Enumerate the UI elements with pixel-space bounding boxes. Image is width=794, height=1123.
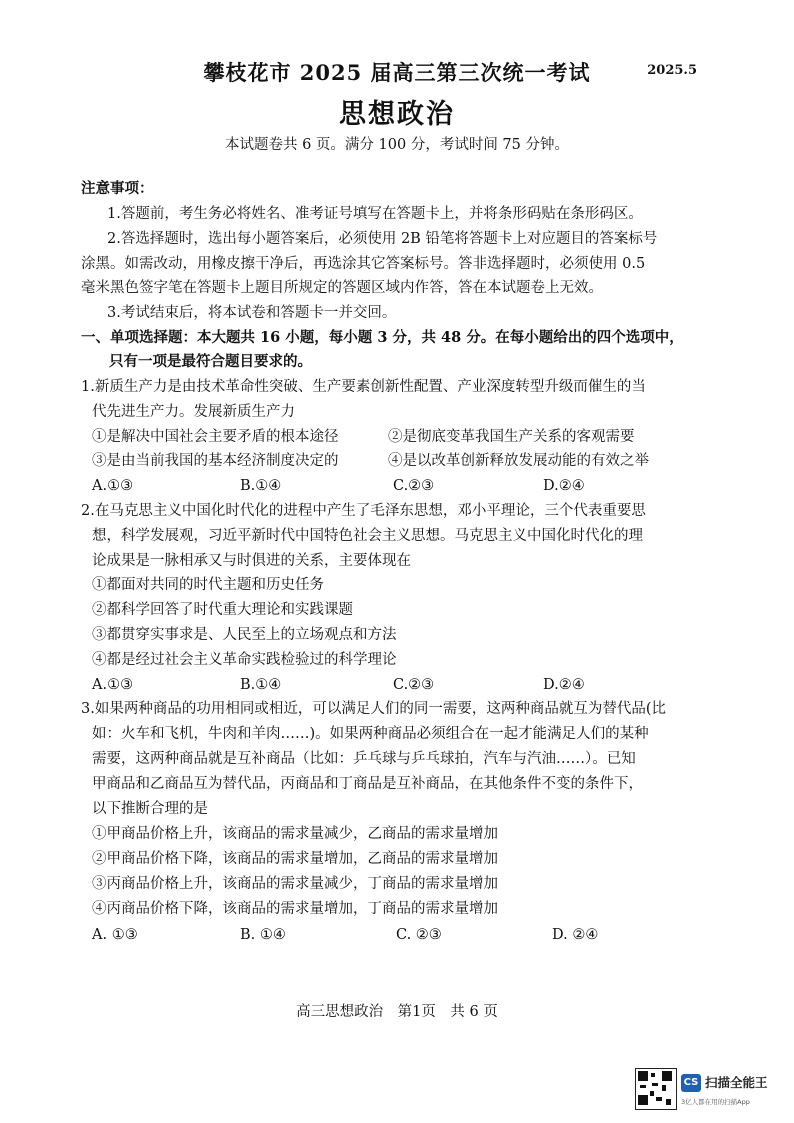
q3-statement-4: ④丙商品价格下降，该商品的需求量增加，丁商品的需求量增加 [92, 901, 498, 917]
q1-statement-4: ④是以改革创新释放发展动能的有效之举 [388, 453, 649, 469]
exam-intro: 本试题卷共 6 页。满分 100 分，考试时间 75 分钟。 [224, 137, 569, 153]
notice-heading: 注意事项： [81, 180, 154, 197]
q2-statement-3: ③都贯穿实事求是、人民至上的立场观点和方法 [92, 627, 397, 643]
q2-statement-4: ④都是经过社会主义革命实践检验过的科学理论 [92, 652, 397, 668]
exam-title: 攀枝花市 2025 届高三第三次统一考试 [203, 60, 591, 85]
notice-line-1: 1.答题前，考生务必将姓名、准考证号填写在答题卡上，并将条形码贴在条形码区。 [107, 206, 643, 222]
q1-stem-line-2: 代先进生产力。发展新质生产力 [92, 404, 295, 420]
q2-option-c: C.②③ [393, 677, 435, 693]
q1-statement-1: ①是解决中国社会主要矛盾的根本途径 [92, 429, 339, 445]
q3-stem-line-1: 3.如果两种商品的功用相同或相近，可以满足人们的同一需要，这两种商品就互为替代品(比 [81, 701, 666, 717]
q3-stem-line-2: 如：火车和飞机，牛肉和羊肉……)。如果两种商品必须组合在一起才能满足人们的某种 [92, 726, 649, 742]
q1-stem-line-1: 1.新质生产力是由技术革命性突破、生产要素创新性配置、产业深度转型升级而催生的当 [81, 379, 646, 395]
camscanner-tagline: 3亿人都在用的扫描App [681, 1098, 750, 1106]
q1-option-c: C.②③ [393, 478, 435, 494]
exam-date: 2025.5 [647, 63, 697, 78]
q1-option-a: A.①③ [92, 478, 134, 494]
q2-stem-line-1: 2.在马克思主义中国化时代化的进程中产生了毛泽东思想，邓小平理论，三个代表重要思 [81, 503, 646, 519]
q3-stem-line-4: 甲商品和乙商品互为替代品，丙商品和丁商品是互补商品，在其他条件不变的条件下， [92, 776, 643, 792]
qr-code [635, 1068, 677, 1110]
q3-option-c: C. ②③ [396, 927, 442, 943]
q3-statement-2: ②甲商品价格下降，该商品的需求量增加，乙商品的需求量增加 [92, 851, 498, 867]
section-heading-line-1: 一、单项选择题：本大题共 16 小题，每小题 3 分，共 48 分。在每小题给出的四个选项中， [81, 329, 684, 346]
q1-option-b: B.①④ [240, 478, 282, 494]
q3-option-d: D. ②④ [552, 927, 599, 943]
q2-option-a: A.①③ [92, 677, 134, 693]
notice-line-2b: 涂黑。如需改动，用橡皮擦干净后，再选涂其它答案标号。答非选择题时，必须使用 0.5 [81, 256, 646, 272]
camscanner-logo: CS [681, 1074, 701, 1092]
q3-statement-1: ①甲商品价格上升，该商品的需求量减少，乙商品的需求量增加 [92, 826, 498, 842]
q2-option-b: B.①④ [240, 677, 282, 693]
q1-option-d: D.②④ [543, 478, 585, 494]
exam-subject: 思想政治 [339, 99, 455, 130]
q2-stem-line-2: 想，科学发展观，习近平新时代中国特色社会主义思想。马克思主义中国化时代化的理 [92, 528, 643, 544]
q2-option-d: D.②④ [543, 677, 585, 693]
q2-statement-1: ①都面对共同的时代主题和历史任务 [92, 577, 324, 593]
q3-option-b: B. ①④ [240, 927, 286, 943]
page-footer: 高三思想政治 第1页 共 6 页 [296, 1004, 498, 1020]
q1-statement-2: ②是彻底变革我国生产关系的客观需要 [388, 429, 635, 445]
q3-stem-line-5: 以下推断合理的是 [92, 801, 208, 817]
notice-line-2c: 毫米黑色签字笔在答题卡上题目所规定的答题区域内作答，答在本试题卷上无效。 [81, 280, 603, 296]
q3-stem-line-3: 需要，这两种商品就是互补商品（比如：乒乓球与乒乓球拍，汽车与汽油……）。已知 [92, 751, 636, 767]
camscanner-name: 扫描全能王 [705, 1075, 768, 1090]
q1-statement-3: ③是由当前我国的基本经济制度决定的 [92, 453, 339, 469]
q2-stem-line-3: 论成果是一脉相承又与时俱进的关系，主要体现在 [92, 553, 411, 569]
q3-option-a: A. ①③ [92, 927, 138, 943]
q3-statement-3: ③丙商品价格上升，该商品的需求量减少，丁商品的需求量增加 [92, 876, 498, 892]
q2-statement-2: ②都科学回答了时代重大理论和实践课题 [92, 602, 353, 618]
notice-line-3: 3.考试结束后，将本试卷和答题卡一并交回。 [107, 305, 397, 321]
notice-line-2a: 2.答选择题时，选出每小题答案后，必须使用 2B 铅笔将答题卡上对应题目的答案标号 [107, 231, 658, 247]
section-heading-line-2: 只有一项是最符合题目要求的。 [109, 353, 312, 370]
